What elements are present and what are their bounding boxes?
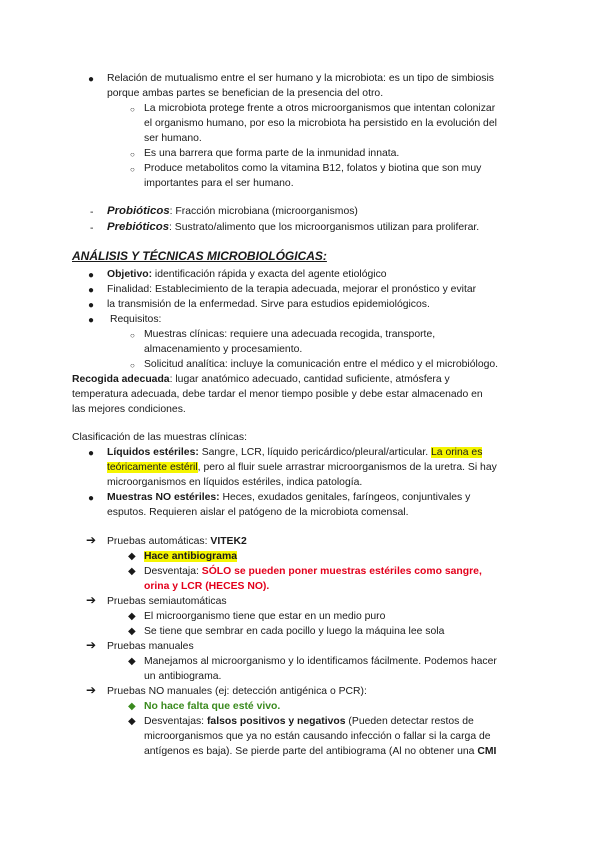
mutualismo-sub3-line-1: Produce metabolitos como la vitamina B12, folatos y biotina que son muy (144, 163, 482, 174)
automaticas-desventaja-line-1 (144, 564, 482, 579)
no-esteriles-text-1: Heces, exudados genitales, faríngeos, conjuntivales y (219, 492, 471, 503)
mutualismo-line-2: porque ambas partes se benefician de la presencia del otro. (107, 88, 384, 99)
finalidad-line: Finalidad: Establecimiento de la terapia adecuada, mejorar el pronóstico y evitar (107, 284, 477, 295)
no-manuales-desventaja-bold: falsos positivos y negativos (206, 716, 346, 727)
circle-bullet-icon: ○ (130, 361, 135, 370)
arrow-icon: ➔ (86, 593, 97, 607)
no-esteriles-label: Muestras NO estériles: (107, 492, 220, 503)
arrow-icon: ➔ (86, 533, 97, 547)
no-manuales-desventaja-line-2: microorganismos que ya no están causando infección o fallar si la carga de (144, 731, 491, 742)
automaticas-ventaja-text: Hace antibiograma (144, 551, 237, 562)
automaticas-desventaja-label: Desventaja: (144, 566, 202, 577)
bullet-icon: ● (88, 74, 95, 85)
bullet-icon: ● (88, 285, 95, 296)
diamond-bullet-icon: ◆ (128, 551, 136, 562)
muestras-line-1: Muestras clínicas: requiere una adecuada recogida, transporte, (144, 329, 436, 340)
mutualismo-line-1: Relación de mutualismo entre el ser humano y la microbiota: es un tipo de simbiosis (107, 73, 494, 84)
recogida-line-1 (72, 372, 450, 387)
circle-bullet-icon: ○ (130, 331, 135, 340)
section-title: ANÁLISIS Y TÉCNICAS MICROBIOLÓGICAS: (72, 249, 327, 263)
no-manuales-ventaja: No hace falta que esté vivo. (144, 701, 281, 712)
clasificacion-heading: Clasificación de las muestras clínicas: (72, 432, 247, 443)
objetivo-label: Objetivo: (107, 269, 153, 280)
diamond-bullet-icon: ◆ (128, 626, 136, 637)
esteriles-text-1: Sangre, LCR, líquido pericárdico/pleural/articular. (198, 447, 431, 458)
semiautomaticas-line: Pruebas semiautomáticas (107, 596, 227, 607)
esteriles-line-2 (107, 460, 497, 475)
manuales-item-line-1: Manejamos al microorganismo y lo identificamos fácilmente. Podemos hacer (144, 656, 497, 667)
circle-bullet-icon: ○ (130, 150, 135, 159)
recogida-line-2: temperatura adecuada, debe tardar el menor tiempo posible y debe estar almacenado en (72, 389, 483, 400)
recogida-text-1: : lugar anatómico adecuado, cantidad suficiente, atmósfera y (169, 374, 450, 385)
esteriles-label: Líquidos estériles: (107, 447, 199, 458)
semiautomaticas-item-2: Se tiene que sembrar en cada pocillo y luego la máquina lee sola (144, 626, 445, 637)
circle-bullet-icon: ○ (130, 165, 135, 174)
mutualismo-sub1-line-1: La microbiota protege frente a otros microorganismos que intentan colonizar (144, 103, 496, 114)
automaticas-line (107, 534, 247, 549)
objetivo-line (107, 267, 387, 282)
transmision-line: la transmisión de la enfermedad. Sirve para estudios epidemiológicos. (107, 299, 430, 310)
mutualismo-sub3-line-2: importantes para el ser humano. (144, 178, 294, 189)
bullet-icon: ● (88, 493, 95, 504)
mutualismo-sub1-line-3: ser humano. (144, 133, 202, 144)
recogida-line-3: las mejores condiciones. (72, 404, 186, 415)
arrow-icon: ➔ (86, 638, 97, 652)
diamond-bullet-icon: ◆ (128, 566, 136, 577)
automaticas-desventaja-red-2: orina y LCR (HECES NO). (144, 581, 270, 592)
circle-bullet-icon: ○ (130, 105, 135, 114)
esteriles-text-2: , pero al fluir suele arrastrar microorganismos de la uretra. Si hay (197, 462, 497, 473)
no-manuales-desventaja-cmi: CMI (477, 746, 497, 757)
bullet-icon: ● (88, 448, 95, 459)
semiautomaticas-item-1: El microorganismo tiene que estar en un medio puro (144, 611, 386, 622)
bullet-icon: ● (88, 270, 95, 281)
requisitos-label: Requisitos: (110, 314, 162, 325)
manuales-item-line-2: un antibiograma. (144, 671, 222, 682)
automaticas-desventaja-red-1: SÓLO se pueden poner muestras estériles como sangre, (201, 566, 482, 577)
mutualismo-sub1-line-2: el organismo humano, por eso la microbiota ha persistido en la evolución del (144, 118, 497, 129)
esteriles-highlight-1: La orina es (431, 447, 483, 458)
esteriles-line-3: microorganismos en líquidos estériles, indica patología. (107, 477, 363, 488)
prebioticos-line (107, 220, 479, 235)
dash-icon: - (90, 223, 94, 234)
diamond-bullet-icon: ◆ (128, 716, 136, 727)
no-manuales-desventaja-text-1: (Pueden detectar restos de (345, 716, 474, 727)
probioticos-line (107, 204, 358, 219)
automaticas-bold: VITEK2 (210, 536, 247, 547)
bullet-icon: ● (88, 315, 95, 326)
muestras-line-2: almacenamiento y procesamiento. (144, 344, 303, 355)
manuales-line: Pruebas manuales (107, 641, 194, 652)
diamond-bullet-icon: ◆ (128, 611, 136, 622)
prebioticos-text: : Sustrato/alimento que los microorganismos utilizan para proliferar. (169, 222, 480, 233)
no-esteriles-line-2: esputos. Requieren aislar el patógeno de la microbiota comensal. (107, 507, 409, 518)
dash-icon: - (90, 207, 94, 218)
probioticos-term: Probióticos (107, 205, 170, 217)
prebioticos-term: Prebióticos (107, 221, 170, 233)
recogida-label: Recogida adecuada (72, 374, 170, 385)
objetivo-text: identificación rápida y exacta del agente etiológico (152, 269, 387, 280)
solicitud-line: Solicitud analítica: incluye la comunicación entre el médico y el microbiólogo. (144, 359, 499, 370)
diamond-bullet-icon: ◆ (128, 701, 136, 712)
no-manuales-desventaja-line-3 (144, 744, 496, 759)
arrow-icon: ➔ (86, 683, 97, 697)
automaticas-ventaja (144, 549, 237, 564)
esteriles-line-1 (107, 445, 482, 460)
no-manuales-desventaja-text-3: antígenos es baja). Se pierde parte del antibiograma (Al no obtener una (144, 746, 478, 757)
no-esteriles-line-1 (107, 490, 470, 505)
mutualismo-sub2: Es una barrera que forma parte de la inmunidad innata. (144, 148, 400, 159)
no-manuales-desventaja-line-1 (144, 714, 474, 729)
no-manuales-line: Pruebas NO manuales (ej: detección antigénica o PCR): (107, 686, 367, 697)
automaticas-text: Pruebas automáticas: (107, 536, 211, 547)
probioticos-text: : Fracción microbiana (microorganismos) (169, 206, 358, 217)
no-manuales-desventaja-label: Desventajas: (144, 716, 207, 727)
diamond-bullet-icon: ◆ (128, 656, 136, 667)
bullet-icon: ● (88, 300, 95, 311)
esteriles-highlight-2: teóricamente estéril (107, 462, 198, 473)
